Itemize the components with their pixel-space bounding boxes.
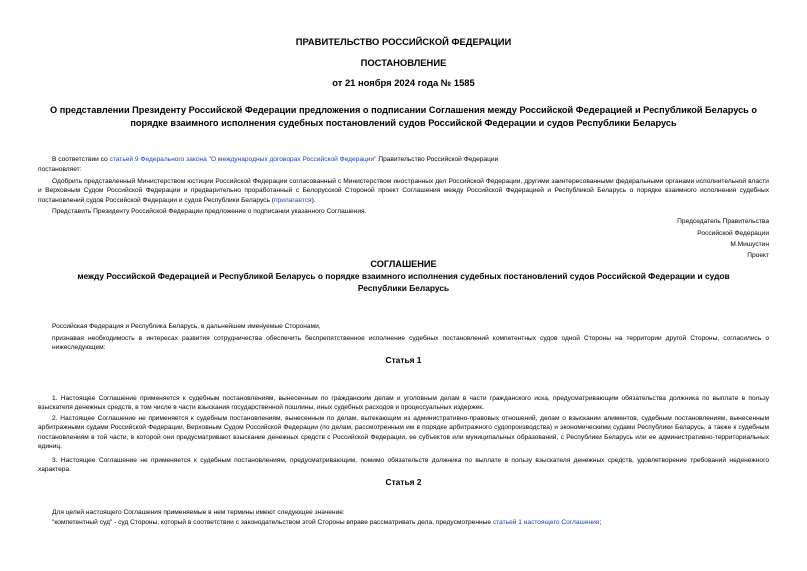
draft-label: Проект <box>747 252 769 259</box>
article-2-intro: Для целей настоящего Соглашения применяемые в нем термины имеют следующее значение: <box>52 509 345 516</box>
paragraph-approve <box>38 177 769 205</box>
article-1-heading: Статья 1 <box>385 355 422 365</box>
agreement-intro-recognizing: признавая необходимость в интересах развития сотрудничества обеспечить беспрепятственное исполнение судебных постановлений компетентных судов одной Стороны на территории другой Стороны, согласились о нижеследующем: <box>52 335 769 352</box>
government-header: ПРАВИТЕЛЬСТВО РОССИЙСКОЙ ФЕДЕРАЦИИ <box>295 36 512 47</box>
signature-org: Российской Федерации <box>697 230 769 237</box>
agreement-title: СОГЛАШЕНИЕ <box>370 259 437 269</box>
article-2-heading: Статья 2 <box>385 477 422 487</box>
term-court-text: "компетентный суд" - суд Стороны, который в соответствии с законодательством этой Стороны вправе рассматривать дела, предусмотренные <box>52 519 493 526</box>
preamble-text: В соответствии со <box>52 156 110 163</box>
article-1-link[interactable]: статьей 1 настоящего Соглашения <box>492 519 600 526</box>
attached-link[interactable]: прилагается <box>273 196 312 204</box>
article-1-clause-1: 1. Настоящее Соглашение применяется к судебным постановлениям, вынесенным по гражданским делам и уголовным делам в части гражданского иска, предусматривающим обязательства должника по выплате в пользу взыскателя денежных средств, в том числе в части взыскания государственной пошлины, иных судебных расходов и процессуальных издержек. <box>38 395 769 412</box>
date-number: от 21 ноября 2024 года № 1585 <box>332 77 475 88</box>
doc-type: ПОСТАНОВЛЕНИЕ <box>360 57 447 68</box>
paragraph-approve-text: Одобрить представленный Министерством юстиции Российской Федерации согласованный с Министерством иностранных дел Российской Федерации, другими заинтересованными федеральными органами исполнительной власти и Верховным Судом Российской Федерации и предварительно проработанный с Белорусской Стороной проект Соглашения между Российской Федерацией и Республикой Беларусь о порядке взаимного исполнения судебных постановлений судов Российской Федерации и судов Республики Беларусь ( <box>38 178 769 204</box>
preamble-text-end: Правительство Российской Федерации <box>376 156 499 163</box>
term-court-end: ; <box>599 519 602 526</box>
preamble <box>38 155 769 164</box>
paragraph-present: Представить Президенту Российской Федерации предложение о подписании указанного Соглашения. <box>52 208 367 215</box>
paragraph-approve-end: ). <box>311 196 316 204</box>
article-1-clause-2: 2. Настоящее Соглашение не применяется к судебным постановлениям, вынесенным по делам, вытекающим из административно-правовых отношений, делам о взыскании алиментов, судебным постановлениям, вынесенным арбитражными судами Российской Федерации, Верховным Судом Российской Федерации (по делам, рассмотренным им в порядке арбитражного судопроизводства) и экономическими судами Республики Беларусь, а также к судебным постановлениям в той части, в которой они предусматривают взыскание денежных средств с Российской Федерации, ее субъектов или муниципальных образований, с Республики Беларусь или ее административно-территориальных единиц. <box>38 415 769 450</box>
article-2-term-court <box>52 518 769 527</box>
article-1-clause-3: 3. Настоящее Соглашение не применяется к судебным постановлениям, предусматривающим, помимо обязательств должника по выплате в пользу взыскателя денежных средств, удовлетворение требований неденежного характера. <box>38 457 769 474</box>
agreement-subtitle: между Российской Федерацией и Республикой Беларусь о порядке взаимного исполнения судебных постановлений судов Российской Федерации и судов Республики Беларусь <box>77 271 730 293</box>
agreement-intro-parties: Российская Федерация и Республика Беларусь, в дальнейшем именуемые Сторонами, <box>52 323 321 330</box>
document-title: О представлении Президенту Российской Федерации предложения о подписании Соглашения между Российской Федерацией и Республикой Беларусь о порядке взаимного исполнения судебных постановлений судов Российской Федерации и судов Республики Беларусь <box>50 105 757 128</box>
law-link[interactable]: статьей 9 Федерального закона "О международных договорах Российской Федерации" <box>109 156 377 163</box>
preamble-resolves: постановляет: <box>38 166 82 173</box>
signature-position: Председатель Правительства <box>677 218 769 225</box>
signature-name: М.Мишустин <box>730 241 769 248</box>
